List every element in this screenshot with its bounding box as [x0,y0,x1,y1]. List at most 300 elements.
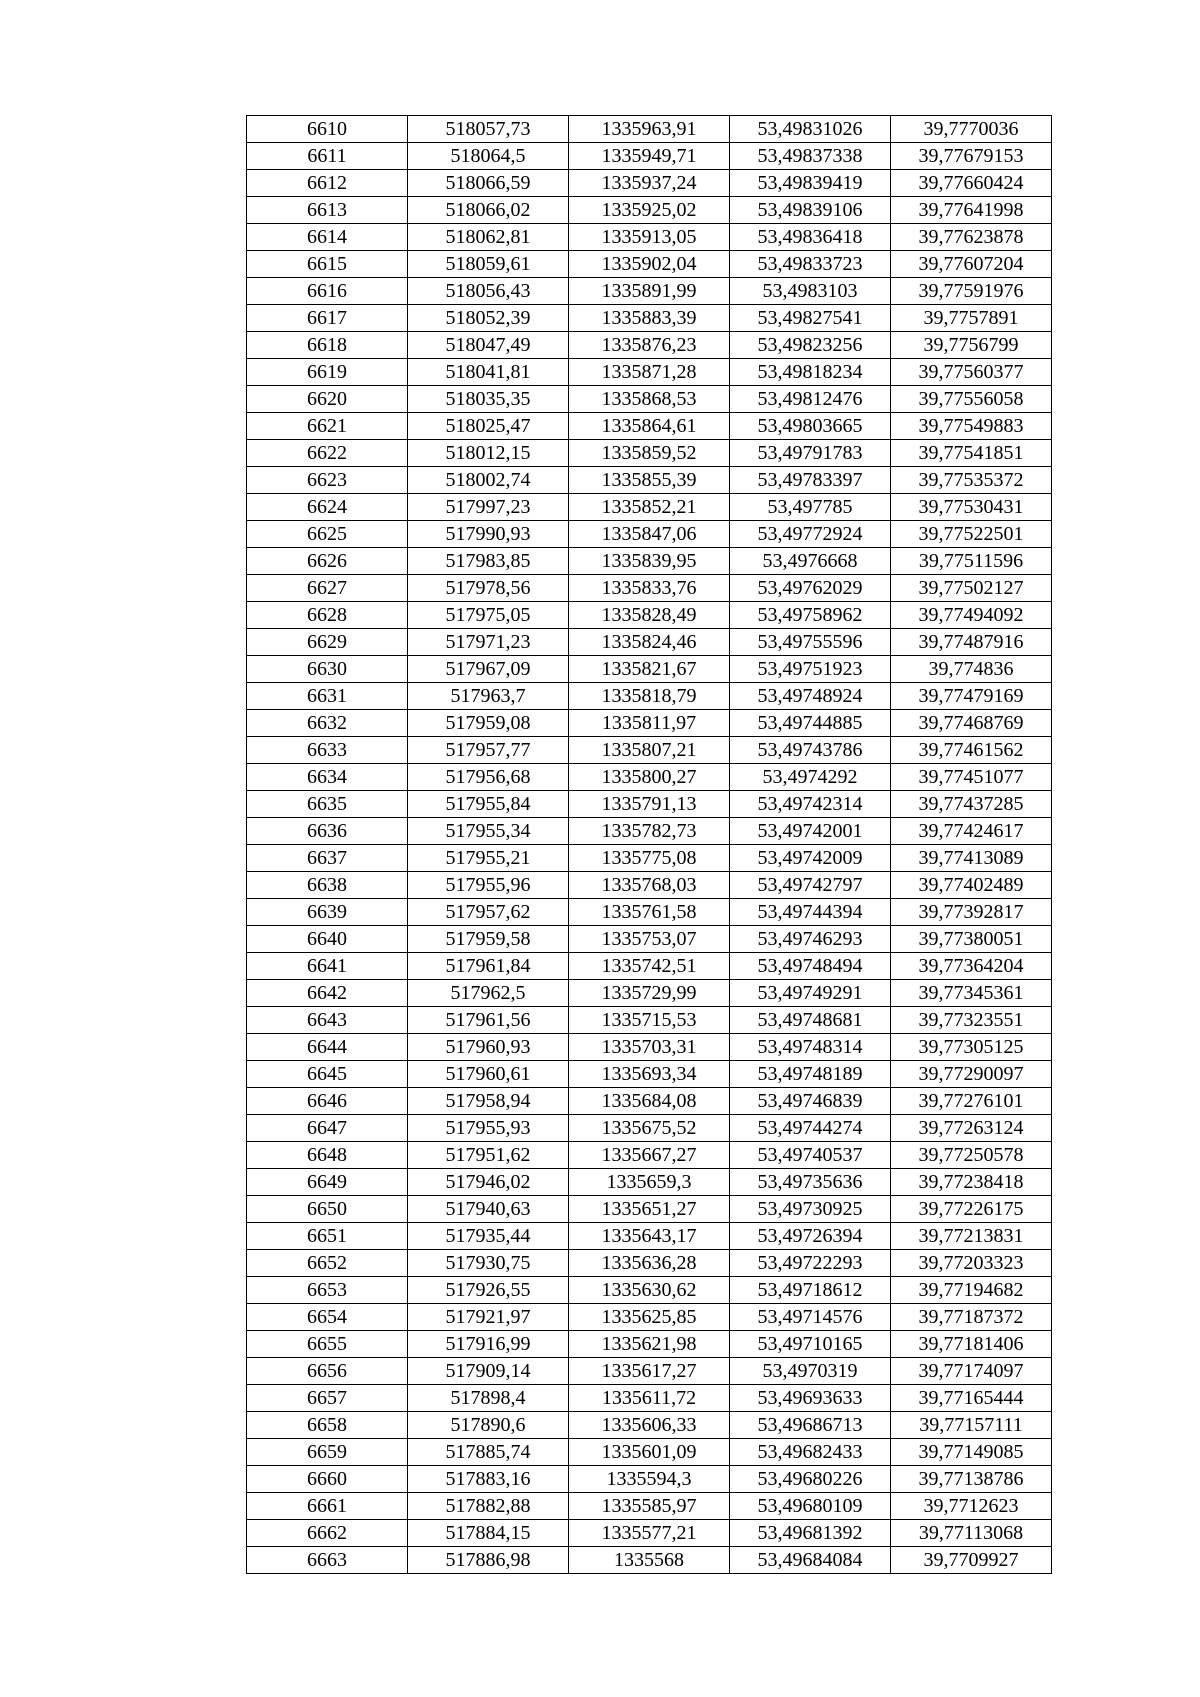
y-coordinate-cell: 1335847,06 [569,521,730,548]
table-row [247,1412,1052,1439]
table-row [247,899,1052,926]
latitude-cell: 53,49744885 [730,710,891,737]
point-number-cell: 6645 [247,1061,408,1088]
point-number-cell: 6621 [247,413,408,440]
table-row [247,116,1052,143]
x-coordinate-cell: 518062,81 [408,224,569,251]
point-number-cell: 6639 [247,899,408,926]
table-row [247,224,1052,251]
table-row [247,1142,1052,1169]
latitude-cell: 53,4974292 [730,764,891,791]
point-number-cell: 6661 [247,1493,408,1520]
y-coordinate-cell: 1335625,85 [569,1304,730,1331]
x-coordinate-cell: 517961,56 [408,1007,569,1034]
point-number-cell: 6626 [247,548,408,575]
y-coordinate-cell: 1335876,23 [569,332,730,359]
point-number-cell: 6659 [247,1439,408,1466]
y-coordinate-cell: 1335651,27 [569,1196,730,1223]
y-coordinate-cell: 1335729,99 [569,980,730,1007]
x-coordinate-cell: 517909,14 [408,1358,569,1385]
y-coordinate-cell: 1335828,49 [569,602,730,629]
table-row [247,818,1052,845]
y-coordinate-cell: 1335703,31 [569,1034,730,1061]
latitude-cell: 53,49755596 [730,629,891,656]
x-coordinate-cell: 517935,44 [408,1223,569,1250]
y-coordinate-cell: 1335883,39 [569,305,730,332]
x-coordinate-cell: 517958,94 [408,1088,569,1115]
y-coordinate-cell: 1335693,34 [569,1061,730,1088]
point-number-cell: 6620 [247,386,408,413]
latitude-cell: 53,49762029 [730,575,891,602]
point-number-cell: 6650 [247,1196,408,1223]
point-number-cell: 6629 [247,629,408,656]
longitude-cell: 39,7709927 [891,1547,1052,1574]
latitude-cell: 53,49751923 [730,656,891,683]
x-coordinate-cell: 517957,77 [408,737,569,764]
point-number-cell: 6656 [247,1358,408,1385]
table-row [247,1331,1052,1358]
y-coordinate-cell: 1335659,3 [569,1169,730,1196]
point-number-cell: 6619 [247,359,408,386]
longitude-cell: 39,77113068 [891,1520,1052,1547]
latitude-cell: 53,49735636 [730,1169,891,1196]
x-coordinate-cell: 518025,47 [408,413,569,440]
table-row [247,764,1052,791]
latitude-cell: 53,4976668 [730,548,891,575]
point-number-cell: 6631 [247,683,408,710]
point-number-cell: 6657 [247,1385,408,1412]
table-row [247,1466,1052,1493]
x-coordinate-cell: 517967,09 [408,656,569,683]
x-coordinate-cell: 517959,08 [408,710,569,737]
x-coordinate-cell: 517971,23 [408,629,569,656]
longitude-cell: 39,77157111 [891,1412,1052,1439]
latitude-cell: 53,49726394 [730,1223,891,1250]
latitude-cell: 53,49758962 [730,602,891,629]
latitude-cell: 53,49812476 [730,386,891,413]
point-number-cell: 6641 [247,953,408,980]
table-row [247,440,1052,467]
longitude-cell: 39,77226175 [891,1196,1052,1223]
longitude-cell: 39,77392817 [891,899,1052,926]
longitude-cell: 39,77149085 [891,1439,1052,1466]
point-number-cell: 6638 [247,872,408,899]
y-coordinate-cell: 1335800,27 [569,764,730,791]
table-row [247,1439,1052,1466]
longitude-cell: 39,77250578 [891,1142,1052,1169]
latitude-cell: 53,49743786 [730,737,891,764]
x-coordinate-cell: 517921,97 [408,1304,569,1331]
point-number-cell: 6654 [247,1304,408,1331]
table-row [247,1493,1052,1520]
x-coordinate-cell: 517957,62 [408,899,569,926]
y-coordinate-cell: 1335824,46 [569,629,730,656]
y-coordinate-cell: 1335617,27 [569,1358,730,1385]
y-coordinate-cell: 1335871,28 [569,359,730,386]
point-number-cell: 6644 [247,1034,408,1061]
longitude-cell: 39,77530431 [891,494,1052,521]
latitude-cell: 53,49803665 [730,413,891,440]
latitude-cell: 53,49827541 [730,305,891,332]
table-row [247,1115,1052,1142]
point-number-cell: 6614 [247,224,408,251]
longitude-cell: 39,77402489 [891,872,1052,899]
x-coordinate-cell: 517960,93 [408,1034,569,1061]
x-coordinate-cell: 518041,81 [408,359,569,386]
table-row [247,872,1052,899]
y-coordinate-cell: 1335868,53 [569,386,730,413]
longitude-cell: 39,77535372 [891,467,1052,494]
latitude-cell: 53,49744274 [730,1115,891,1142]
x-coordinate-cell: 517940,63 [408,1196,569,1223]
table-row [247,386,1052,413]
table-row [247,143,1052,170]
y-coordinate-cell: 1335821,67 [569,656,730,683]
longitude-cell: 39,77380051 [891,926,1052,953]
x-coordinate-cell: 517955,21 [408,845,569,872]
x-coordinate-cell: 517946,02 [408,1169,569,1196]
point-number-cell: 6618 [247,332,408,359]
y-coordinate-cell: 1335684,08 [569,1088,730,1115]
longitude-cell: 39,77451077 [891,764,1052,791]
x-coordinate-cell: 517930,75 [408,1250,569,1277]
longitude-cell: 39,77345361 [891,980,1052,1007]
latitude-cell: 53,49680109 [730,1493,891,1520]
y-coordinate-cell: 1335775,08 [569,845,730,872]
table-row [247,170,1052,197]
x-coordinate-cell: 518057,73 [408,116,569,143]
point-number-cell: 6628 [247,602,408,629]
table-row [247,1547,1052,1574]
y-coordinate-cell: 1335818,79 [569,683,730,710]
x-coordinate-cell: 517898,4 [408,1385,569,1412]
y-coordinate-cell: 1335742,51 [569,953,730,980]
longitude-cell: 39,77468769 [891,710,1052,737]
x-coordinate-cell: 517983,85 [408,548,569,575]
y-coordinate-cell: 1335807,21 [569,737,730,764]
y-coordinate-cell: 1335636,28 [569,1250,730,1277]
latitude-cell: 53,49772924 [730,521,891,548]
longitude-cell: 39,77424617 [891,818,1052,845]
latitude-cell: 53,49818234 [730,359,891,386]
longitude-cell: 39,7756799 [891,332,1052,359]
longitude-cell: 39,77502127 [891,575,1052,602]
latitude-cell: 53,49839419 [730,170,891,197]
longitude-cell: 39,77511596 [891,548,1052,575]
latitude-cell: 53,49682433 [730,1439,891,1466]
y-coordinate-cell: 1335585,97 [569,1493,730,1520]
y-coordinate-cell: 1335577,21 [569,1520,730,1547]
y-coordinate-cell: 1335753,07 [569,926,730,953]
x-coordinate-cell: 517990,93 [408,521,569,548]
latitude-cell: 53,49837338 [730,143,891,170]
table-row [247,521,1052,548]
latitude-cell: 53,49746839 [730,1088,891,1115]
x-coordinate-cell: 518064,5 [408,143,569,170]
y-coordinate-cell: 1335568 [569,1547,730,1574]
point-number-cell: 6660 [247,1466,408,1493]
longitude-cell: 39,77238418 [891,1169,1052,1196]
latitude-cell: 53,4970319 [730,1358,891,1385]
longitude-cell: 39,77522501 [891,521,1052,548]
latitude-cell: 53,49746293 [730,926,891,953]
latitude-cell: 53,49833723 [730,251,891,278]
latitude-cell: 53,49693633 [730,1385,891,1412]
x-coordinate-cell: 518047,49 [408,332,569,359]
point-number-cell: 6662 [247,1520,408,1547]
latitude-cell: 53,49839106 [730,197,891,224]
longitude-cell: 39,77679153 [891,143,1052,170]
y-coordinate-cell: 1335852,21 [569,494,730,521]
y-coordinate-cell: 1335859,52 [569,440,730,467]
y-coordinate-cell: 1335791,13 [569,791,730,818]
y-coordinate-cell: 1335715,53 [569,1007,730,1034]
y-coordinate-cell: 1335768,03 [569,872,730,899]
y-coordinate-cell: 1335937,24 [569,170,730,197]
point-number-cell: 6625 [247,521,408,548]
latitude-cell: 53,49748681 [730,1007,891,1034]
longitude-cell: 39,77479169 [891,683,1052,710]
x-coordinate-cell: 518059,61 [408,251,569,278]
point-number-cell: 6663 [247,1547,408,1574]
longitude-cell: 39,7712623 [891,1493,1052,1520]
y-coordinate-cell: 1335855,39 [569,467,730,494]
x-coordinate-cell: 517959,58 [408,926,569,953]
latitude-cell: 53,49836418 [730,224,891,251]
longitude-cell: 39,77187372 [891,1304,1052,1331]
latitude-cell: 53,49742797 [730,872,891,899]
table-row [247,1250,1052,1277]
point-number-cell: 6613 [247,197,408,224]
longitude-cell: 39,7770036 [891,116,1052,143]
x-coordinate-cell: 517890,6 [408,1412,569,1439]
y-coordinate-cell: 1335621,98 [569,1331,730,1358]
latitude-cell: 53,49742314 [730,791,891,818]
longitude-cell: 39,77541851 [891,440,1052,467]
table-row [247,575,1052,602]
point-number-cell: 6647 [247,1115,408,1142]
latitude-cell: 53,49744394 [730,899,891,926]
x-coordinate-cell: 518012,15 [408,440,569,467]
y-coordinate-cell: 1335925,02 [569,197,730,224]
longitude-cell: 39,77165444 [891,1385,1052,1412]
latitude-cell: 53,49831026 [730,116,891,143]
latitude-cell: 53,49730925 [730,1196,891,1223]
y-coordinate-cell: 1335839,95 [569,548,730,575]
table-row [247,1007,1052,1034]
table-row [247,629,1052,656]
point-number-cell: 6616 [247,278,408,305]
point-number-cell: 6632 [247,710,408,737]
x-coordinate-cell: 517951,62 [408,1142,569,1169]
table-row [247,332,1052,359]
x-coordinate-cell: 518066,59 [408,170,569,197]
x-coordinate-cell: 517978,56 [408,575,569,602]
longitude-cell: 39,77437285 [891,791,1052,818]
y-coordinate-cell: 1335963,91 [569,116,730,143]
coordinates-table-body [247,116,1052,1574]
point-number-cell: 6630 [247,656,408,683]
x-coordinate-cell: 517955,96 [408,872,569,899]
latitude-cell: 53,4983103 [730,278,891,305]
x-coordinate-cell: 517997,23 [408,494,569,521]
longitude-cell: 39,77181406 [891,1331,1052,1358]
point-number-cell: 6636 [247,818,408,845]
table-row [247,1520,1052,1547]
point-number-cell: 6637 [247,845,408,872]
x-coordinate-cell: 517883,16 [408,1466,569,1493]
y-coordinate-cell: 1335594,3 [569,1466,730,1493]
longitude-cell: 39,77660424 [891,170,1052,197]
latitude-cell: 53,49749291 [730,980,891,1007]
longitude-cell: 39,774836 [891,656,1052,683]
y-coordinate-cell: 1335611,72 [569,1385,730,1412]
y-coordinate-cell: 1335811,97 [569,710,730,737]
longitude-cell: 39,77364204 [891,953,1052,980]
latitude-cell: 53,49722293 [730,1250,891,1277]
point-number-cell: 6646 [247,1088,408,1115]
table-row [247,1061,1052,1088]
point-number-cell: 6642 [247,980,408,1007]
latitude-cell: 53,49686713 [730,1412,891,1439]
latitude-cell: 53,49742001 [730,818,891,845]
table-row [247,926,1052,953]
table-row [247,1088,1052,1115]
longitude-cell: 39,77607204 [891,251,1052,278]
table-row [247,251,1052,278]
point-number-cell: 6634 [247,764,408,791]
x-coordinate-cell: 517963,7 [408,683,569,710]
latitude-cell: 53,49748314 [730,1034,891,1061]
point-number-cell: 6610 [247,116,408,143]
latitude-cell: 53,49748924 [730,683,891,710]
y-coordinate-cell: 1335630,62 [569,1277,730,1304]
table-row [247,413,1052,440]
y-coordinate-cell: 1335643,17 [569,1223,730,1250]
longitude-cell: 39,77549883 [891,413,1052,440]
x-coordinate-cell: 518052,39 [408,305,569,332]
y-coordinate-cell: 1335606,33 [569,1412,730,1439]
longitude-cell: 39,77263124 [891,1115,1052,1142]
table-row [247,359,1052,386]
longitude-cell: 39,77591976 [891,278,1052,305]
table-row [247,197,1052,224]
table-row [247,278,1052,305]
y-coordinate-cell: 1335949,71 [569,143,730,170]
longitude-cell: 39,77487916 [891,629,1052,656]
x-coordinate-cell: 517956,68 [408,764,569,791]
x-coordinate-cell: 517882,88 [408,1493,569,1520]
table-row [247,548,1052,575]
table-row [247,656,1052,683]
longitude-cell: 39,77194682 [891,1277,1052,1304]
point-number-cell: 6633 [247,737,408,764]
longitude-cell: 39,77174097 [891,1358,1052,1385]
latitude-cell: 53,49748494 [730,953,891,980]
table-row [247,710,1052,737]
table-row [247,1358,1052,1385]
x-coordinate-cell: 517884,15 [408,1520,569,1547]
point-number-cell: 6612 [247,170,408,197]
longitude-cell: 39,7757891 [891,305,1052,332]
longitude-cell: 39,77623878 [891,224,1052,251]
longitude-cell: 39,77203323 [891,1250,1052,1277]
x-coordinate-cell: 517961,84 [408,953,569,980]
longitude-cell: 39,77276101 [891,1088,1052,1115]
longitude-cell: 39,77494092 [891,602,1052,629]
x-coordinate-cell: 517885,74 [408,1439,569,1466]
longitude-cell: 39,77138786 [891,1466,1052,1493]
y-coordinate-cell: 1335675,52 [569,1115,730,1142]
longitude-cell: 39,77305125 [891,1034,1052,1061]
latitude-cell: 53,497785 [730,494,891,521]
point-number-cell: 6652 [247,1250,408,1277]
point-number-cell: 6622 [247,440,408,467]
point-number-cell: 6655 [247,1331,408,1358]
table-row [247,305,1052,332]
point-number-cell: 6640 [247,926,408,953]
x-coordinate-cell: 518066,02 [408,197,569,224]
table-row [247,1034,1052,1061]
point-number-cell: 6649 [247,1169,408,1196]
longitude-cell: 39,77290097 [891,1061,1052,1088]
point-number-cell: 6615 [247,251,408,278]
table-row [247,1169,1052,1196]
point-number-cell: 6617 [247,305,408,332]
y-coordinate-cell: 1335667,27 [569,1142,730,1169]
table-row [247,683,1052,710]
x-coordinate-cell: 517886,98 [408,1547,569,1574]
coordinates-table [246,115,1052,1574]
table-row [247,602,1052,629]
latitude-cell: 53,49684084 [730,1547,891,1574]
longitude-cell: 39,77560377 [891,359,1052,386]
table-row [247,1196,1052,1223]
longitude-cell: 39,77556058 [891,386,1052,413]
point-number-cell: 6623 [247,467,408,494]
longitude-cell: 39,77413089 [891,845,1052,872]
table-row [247,1277,1052,1304]
x-coordinate-cell: 518056,43 [408,278,569,305]
x-coordinate-cell: 517962,5 [408,980,569,1007]
longitude-cell: 39,77323551 [891,1007,1052,1034]
point-number-cell: 6624 [247,494,408,521]
latitude-cell: 53,49791783 [730,440,891,467]
x-coordinate-cell: 518035,35 [408,386,569,413]
x-coordinate-cell: 517926,55 [408,1277,569,1304]
table-row [247,845,1052,872]
latitude-cell: 53,49740537 [730,1142,891,1169]
point-number-cell: 6643 [247,1007,408,1034]
table-row [247,953,1052,980]
latitude-cell: 53,49680226 [730,1466,891,1493]
latitude-cell: 53,49783397 [730,467,891,494]
point-number-cell: 6648 [247,1142,408,1169]
table-row [247,1223,1052,1250]
table-row [247,791,1052,818]
latitude-cell: 53,49710165 [730,1331,891,1358]
point-number-cell: 6611 [247,143,408,170]
latitude-cell: 53,49748189 [730,1061,891,1088]
table-row [247,980,1052,1007]
y-coordinate-cell: 1335833,76 [569,575,730,602]
x-coordinate-cell: 517916,99 [408,1331,569,1358]
table-row [247,494,1052,521]
table-row [247,1385,1052,1412]
latitude-cell: 53,49718612 [730,1277,891,1304]
longitude-cell: 39,77461562 [891,737,1052,764]
point-number-cell: 6653 [247,1277,408,1304]
